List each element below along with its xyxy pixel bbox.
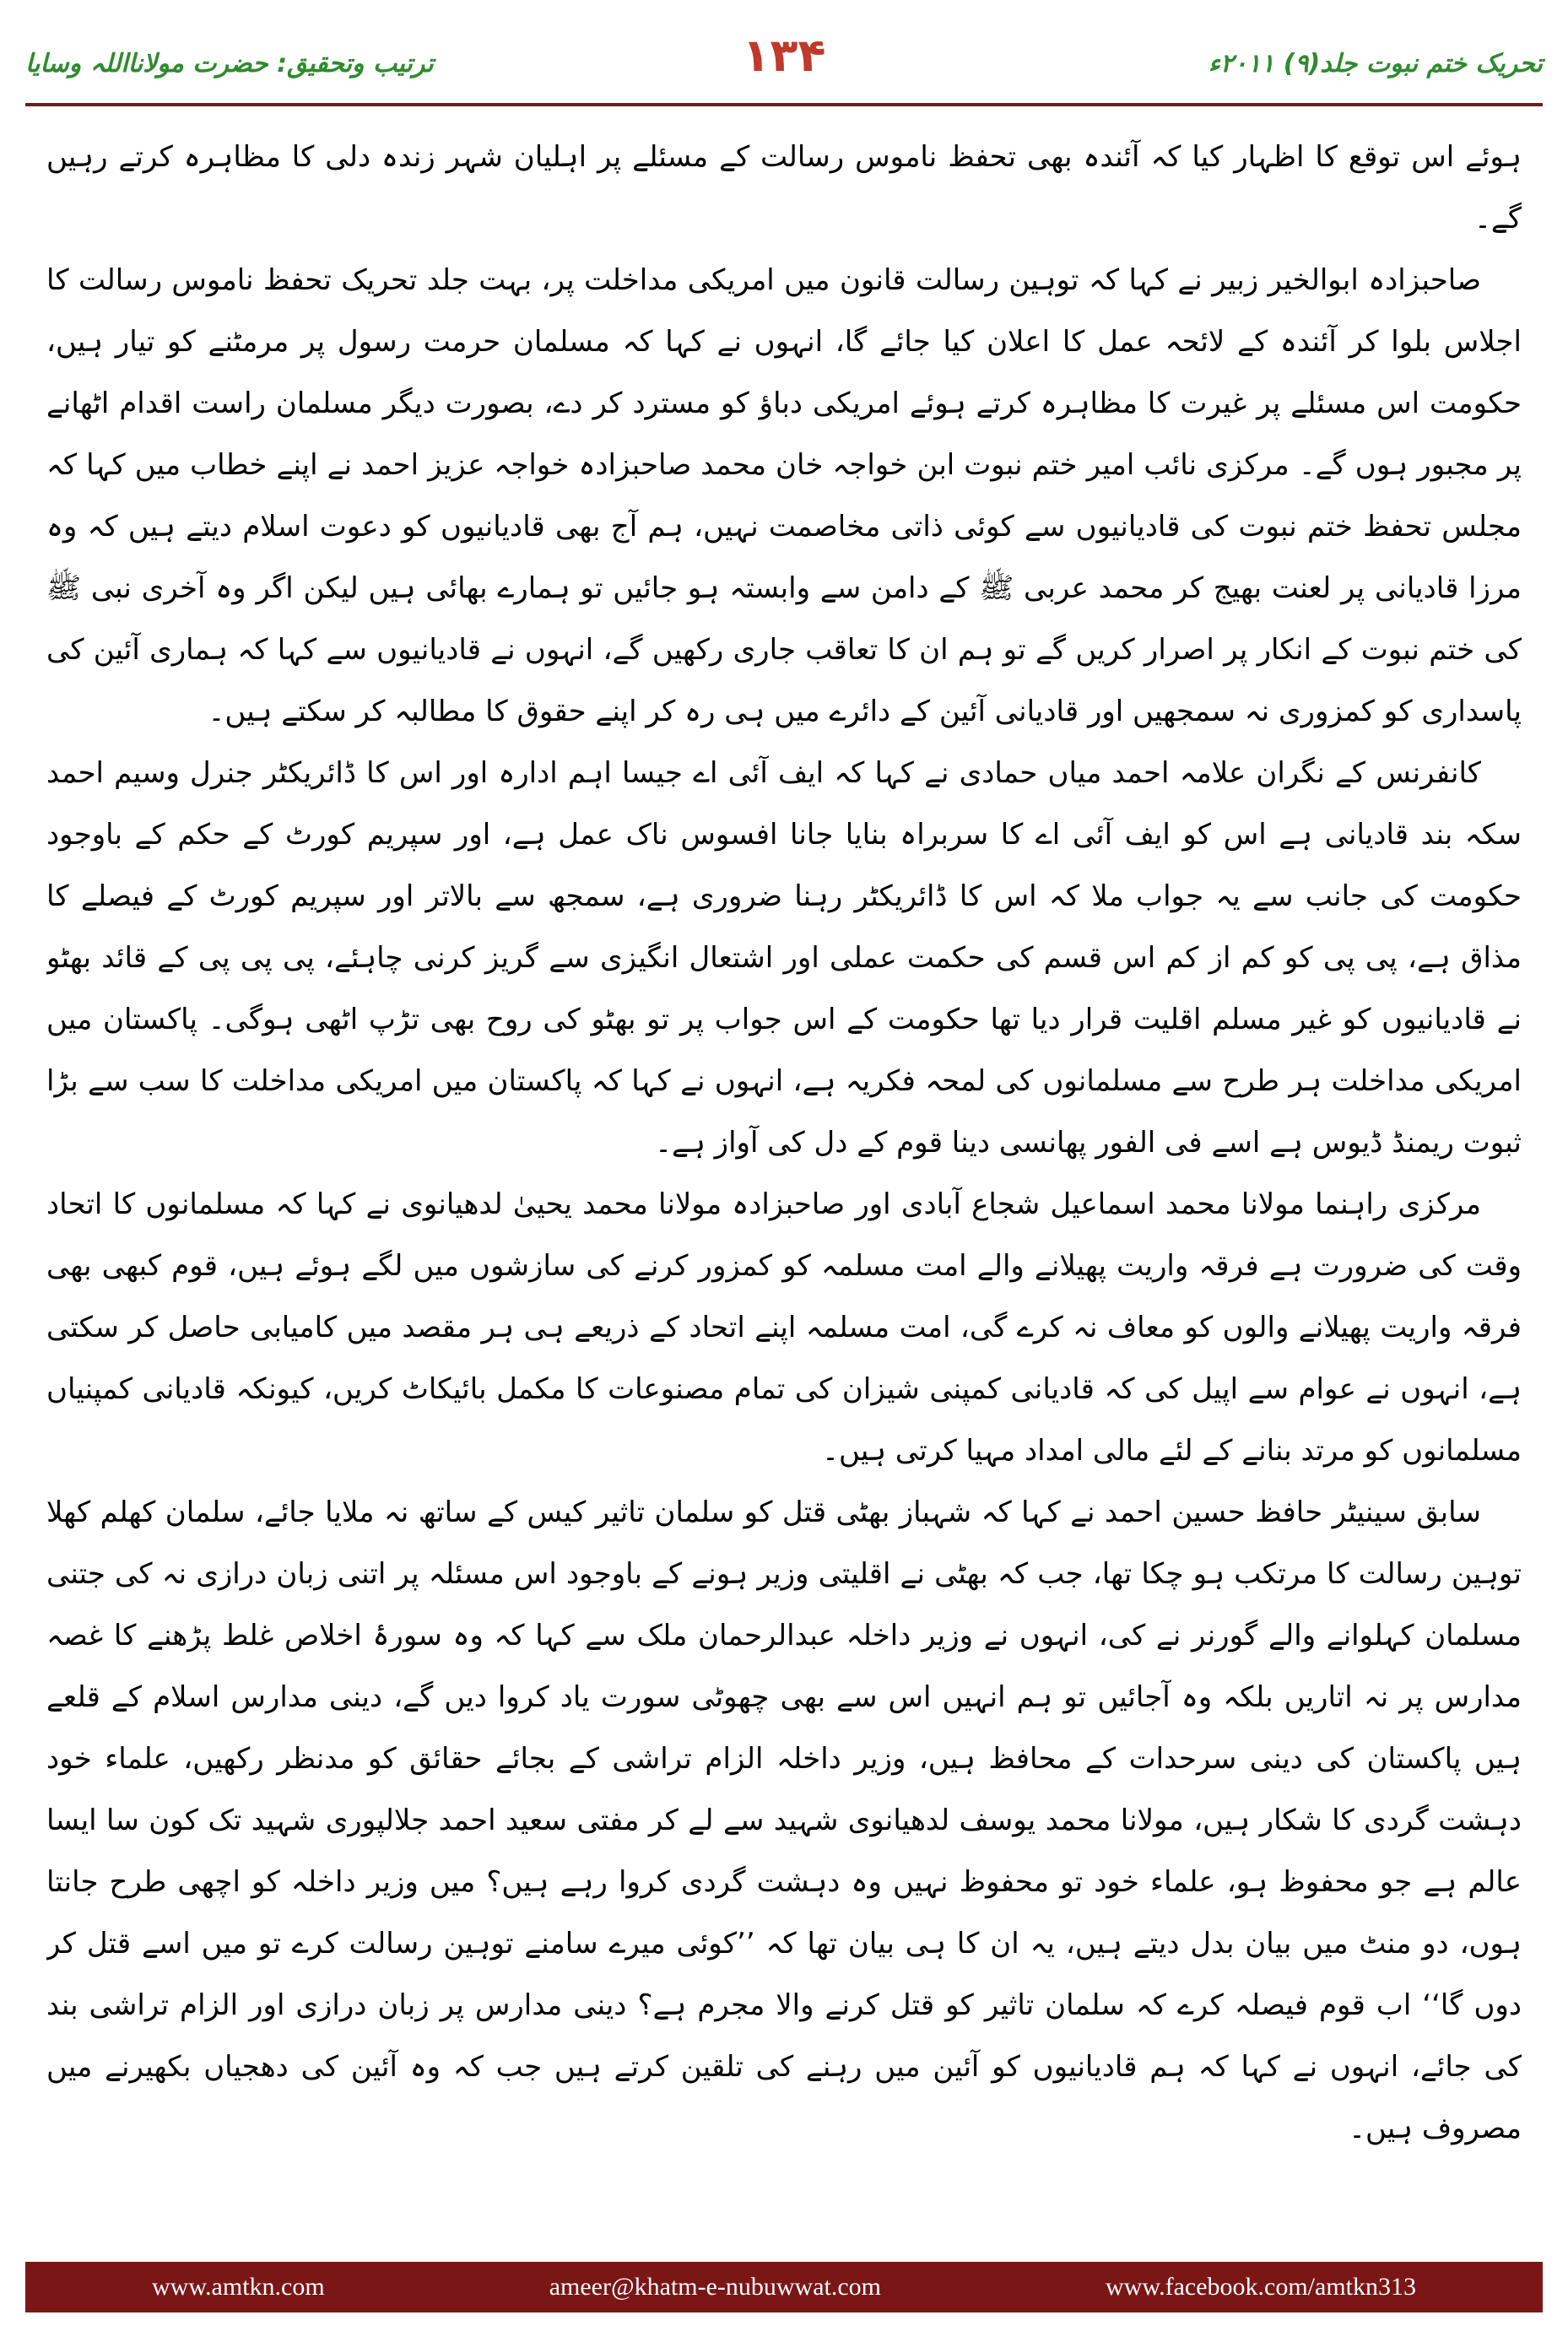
- book-title: تحریک ختم نبوت جلد(۹) ۲۰۱۱ء: [1208, 48, 1543, 78]
- compiler-credit: ترتیب وتحقیق: حضرت مولانااللہ وسایا: [25, 48, 434, 78]
- page-footer: [25, 2262, 1543, 2312]
- header-rule: [25, 103, 1543, 106]
- facebook-link[interactable]: www.facebook.com/amtkn313: [1106, 2273, 1416, 2301]
- paragraph-5: سابق سینیٹر حافظ حسین احمد نے کہا کہ شہباز بھٹی قتل کو سلمان تاثیر کیس کے ساتھ نہ ملایا جائے، سلمان کھلم کھلا توہین رسالت کا مرتکب ہو چکا تھا، جب کہ بھٹی نے اقلیتی وزیر ہونے کے باوجود اس مسئلہ پر اتنی زبان درازی نہ کی جتنی مسلمان کہلوانے والے گورنر نے کی، انہوں نے وزیر داخلہ عبدالرحمان ملک سے کہا کہ وہ سورۂ اخلاص غلط پڑھنے کا غصہ مدارس پر نہ اتاریں بلکہ وہ آجائیں تو ہم انہیں اس سے بھی چھوٹی سورت یاد کروا دیں گے، دینی مدارس اسلام کے قلعے ہیں پاکستان کی دینی سرحدات کے محافظ ہیں، وزیر داخلہ الزام تراشی کے بجائے حقائق کو مدنظر رکھیں، علماء خود دہشت گردی کا شکار ہیں، مولانا محمد یوسف لدھیانوی شہید سے لے کر مفتی سعید احمد جلالپوری شہید تک کون سا ایسا عالم ہے جو محفوظ ہو، علماء خود تو محفوظ نہیں وہ دہشت گردی کروا رہے ہیں؟ میں وزیر داخلہ کو اچھی طرح جانتا ہوں، دو منٹ میں بیان بدل دیتے ہیں، یہ ان کا ہی بیان تھا کہ ’’کوئی میرے سامنے توہین رسالت کرے تو میں اسے قتل کر دوں گا‘‘ اب قوم فیصلہ کرے کہ سلمان تاثیر کو قتل کرنے والا مجرم ہے؟ دینی مدارس پر زبان درازی اور الزام تراشی بند کی جائے، انہوں نے کہا کہ ہم قادیانیوں کو آئین میں رہنے کی تلقین کرتے ہیں جب کہ وہ آئین کی دھجیاں بکھیرنے میں مصروف ہیں۔: [46, 1496, 1522, 2145]
- paragraph-3: کانفرنس کے نگران علامہ احمد میاں حمادی نے کہا کہ ایف آئی اے جیسا اہم ادارہ اور اس کا ڈائریکٹر جنرل وسیم احمد سکہ بند قادیانی ہے اس کو ایف آئی اے کا سربراہ بنایا جانا افسوس ناک عمل ہے، اور سپریم کورٹ کے حکم کے باوجود حکومت کی جانب سے یہ جواب ملا کہ اس کا ڈائریکٹر رہنا ضروری ہے، سمجھ سے بالاتر اور سپریم کورٹ کے فیصلے کا مذاق ہے، پی پی کو کم از کم اس قسم کی حکمت عملی اور اشتعال انگیزی سے گریز کرنی چاہئے، پی پی پی کے قائد بھٹو نے قادیانیوں کو غیر مسلم اقلیت قرار دیا تھا حکومت کے اس جواب پر تو بھٹو کی روح بھی تڑپ اٹھی ہوگی۔ پاکستان میں امریکی مداخلت ہر طرح سے مسلمانوں کی لمحہ فکریہ ہے، انہوں نے کہا کہ پاکستان میں امریکی مداخلت کا سب سے بڑا ثبوت ریمنڈ ڈیوس ہے اسے فی الفور پھانسی دینا قوم کے دل کی آواز ہے۔: [46, 756, 1522, 1160]
- paragraph-1: ہوئے اس توقع کا اظہار کیا کہ آئندہ بھی تحفظ ناموس رسالت کے مسئلے پر اہلیان شہر زندہ دلی کا مظاہرہ کرتے رہیں گے۔: [46, 140, 1522, 235]
- website-link[interactable]: www.amtkn.com: [152, 2273, 325, 2301]
- page-number: ۱۳۴: [742, 29, 826, 82]
- page-header: [25, 25, 1543, 101]
- email-link[interactable]: ameer@khatm-e-nubuwwat.com: [549, 2273, 882, 2301]
- paragraph-4: مرکزی راہنما مولانا محمد اسماعیل شجاع آبادی اور صاحبزادہ مولانا محمد یحییٰ لدھیانوی نے کہا کہ مسلمانوں کا اتحاد وقت کی ضرورت ہے فرقہ واریت پھیلانے والے امت مسلمہ کو کمزور کرنے کی سازشوں میں لگے ہوئے ہیں، قوم کبھی بھی فرقہ واریت پھیلانے والوں کو معاف نہ کرے گی، امت مسلمہ اپنے اتحاد کے ذریعے ہی ہر مقصد میں کامیابی حاصل کر سکتی ہے، انہوں نے عوام سے اپیل کی کہ قادیانی کمپنی شیزان کی تمام مصنوعات کا مکمل بائیکاٹ کریں، کیونکہ قادیانی کمپنیاں مسلمانوں کو مرتد بنانے کے لئے مالی امداد مہیا کرتی ہیں۔: [46, 1187, 1522, 1468]
- paragraph-2: صاحبزادہ ابوالخیر زبیر نے کہا کہ توہین رسالت قانون میں امریکی مداخلت پر، بہت جلد تحریک تحفظ ناموس رسالت کا اجلاس بلوا کر آئندہ کے لائحہ عمل کا اعلان کیا جائے گا، انہوں نے کہا کہ مسلمان حرمت رسول پر مرمٹنے کو تیار ہیں، حکومت اس مسئلے پر غیرت کا مظاہرہ کرتے ہوئے امریکی دباؤ کو مسترد کر دے، بصورت دیگر مسلمان راست اقدام اٹھانے پر مجبور ہوں گے۔ مرکزی نائب امیر ختم نبوت ابن خواجہ خان محمد صاحبزادہ خواجہ عزیز احمد نے اپنے خطاب میں کہا کہ مجلس تحفظ ختم نبوت کی قادیانیوں سے کوئی ذاتی مخاصمت نہیں، ہم آج بھی قادیانیوں کو دعوت اسلام دیتے ہیں کہ وہ مرزا قادیانی پر لعنت بھیج کر محمد عربی ﷺ کے دامن سے وابستہ ہو جائیں تو ہمارے بھائی ہیں لیکن اگر وہ آخری نبی ﷺ کی ختم نبوت کے انکار پر اصرار کریں گے تو ہم ان کا تعاقب جاری رکھیں گے، انہوں نے قادیانیوں سے کہا کہ ہماری آئین کی پاسداری کو کمزوری نہ سمجھیں اور قادیانی آئین کے دائرے میں ہی رہ کر اپنے حقوق کا مطالبہ کر سکتے ہیں۔: [46, 263, 1522, 728]
- body-text: [46, 127, 1522, 2211]
